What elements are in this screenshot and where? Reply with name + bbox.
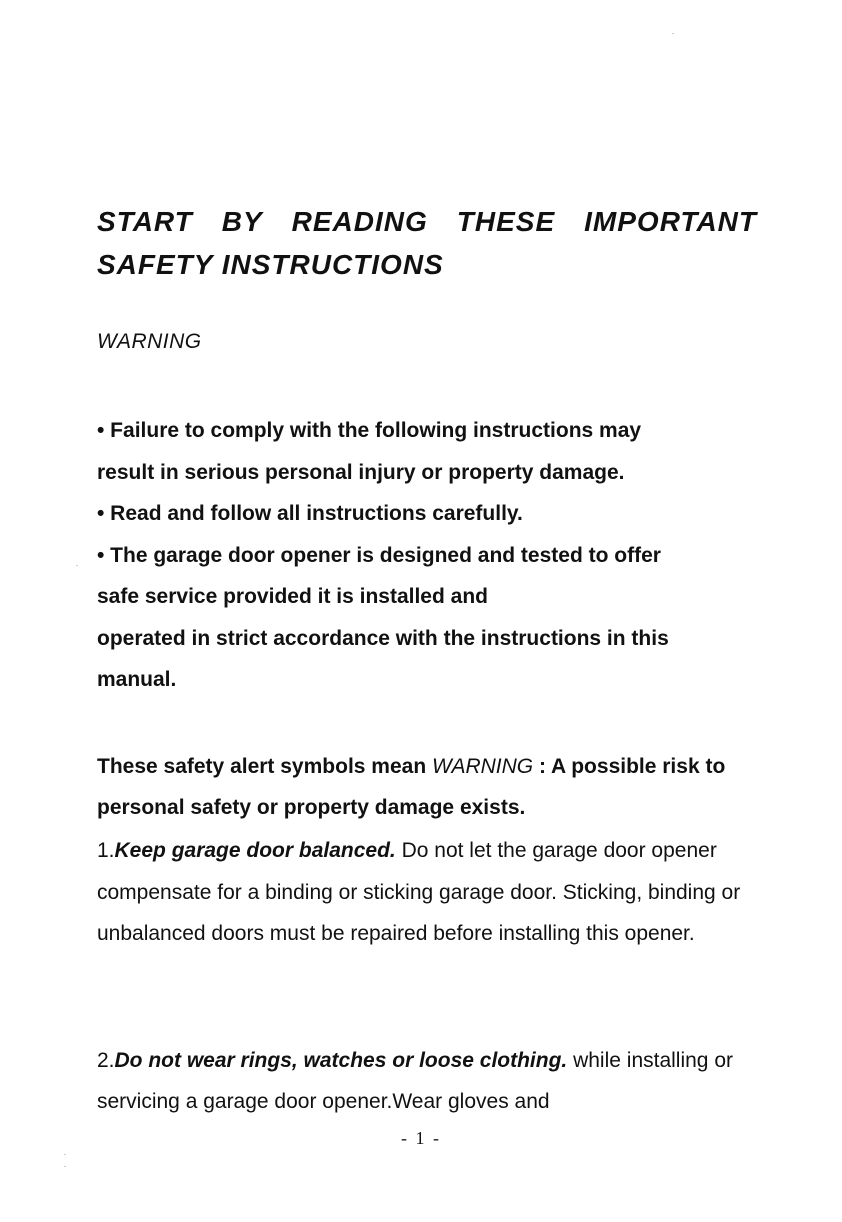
warning-bullets [97,410,767,701]
title-word: READING [291,206,428,237]
title-word: START [97,206,193,237]
title-line-2: SAFETY INSTRUCTIONS [97,249,444,280]
bullet-line: manual. [97,668,177,691]
item-heading: Keep garage door balanced. [114,839,396,862]
item-number: 2. [97,1049,115,1072]
instruction-item-2 [97,1040,767,1122]
scan-speck [64,1166,66,1167]
item-body: while installing or servicing a garage door opener.Wear gloves and [97,1049,733,1113]
alert-suffix: : A possible risk to personal safety or property damage exists. [97,755,726,819]
page-title [97,200,757,286]
scan-speck [76,565,78,566]
instruction-item-1 [97,830,767,955]
title-line-1 [97,200,757,243]
bullet-line: • Read and follow all instructions carefully. [97,502,523,525]
scan-speck [672,33,674,34]
safety-alert-paragraph [97,746,767,828]
title-word: THESE [456,206,556,237]
scan-speck [64,1154,66,1155]
item-number: 1. [97,839,115,862]
title-word: BY [221,206,263,237]
title-word: IMPORTANT [584,206,757,237]
warning-heading: WARNING [97,330,202,353]
item-body: Do not let the garage door opener compensate for a binding or sticking garage door. Sticking, binding or unbalanced doors must be repaired before installing this opener. [97,839,741,945]
item-heading: Do not wear rings, watches or loose clothing. [114,1049,568,1072]
bullet-line: result in serious personal injury or property damage. [97,460,625,484]
bullet-line: • Failure to comply with the following instructions may [97,419,642,442]
bullet-line: operated in strict accordance with the instructions in this [97,626,669,650]
alert-keyword: WARNING [432,755,534,778]
page-number: - 1 - [401,1128,441,1148]
bullet-line: safe service provided it is installed and [97,585,488,608]
bullet-line: • The garage door opener is designed and tested to offer [97,543,661,567]
alert-prefix: These safety alert symbols mean [97,755,432,778]
